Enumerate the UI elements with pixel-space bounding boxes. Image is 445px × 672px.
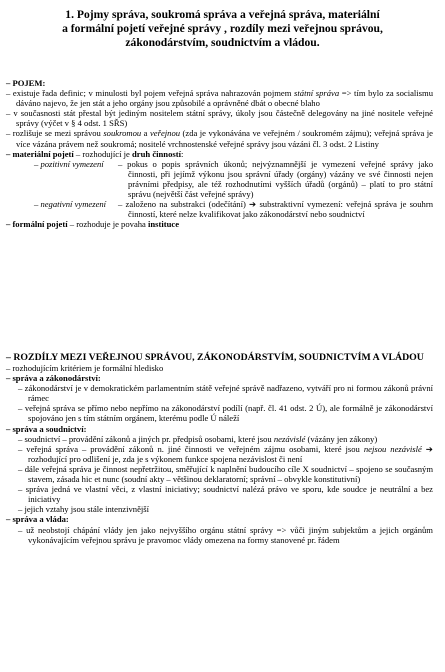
text-run: (vázány jen zákony): [305, 433, 378, 444]
text-run-bold: druh činností: [132, 148, 181, 159]
text-run: – veřejná správa – provádění zákonů n. jiné činnosti ve veřejném zájmu osobami, které jsou: [18, 443, 364, 454]
paragraph-material: [6, 149, 433, 159]
text-run-italic: nezávislé: [273, 433, 306, 444]
section-heading-rozdily: – ROZDÍLY MEZI VEŘEJNOU SPRÁVOU, ZÁKONODÁRSTVÍM, SOUDNICTVÍM A VLÁDOU: [6, 352, 424, 363]
paragraph-distinction: [6, 128, 433, 148]
item-legislation-2: – veřejná správa se přímo nebo nepřímo na zákonodárství podílí (např. čl. 41 odst. 2 Ú), ale formálně je zákonodárství spojováno jen s tím státním orgánem, kterému podle Ú náleží: [18, 403, 433, 424]
subheading-legislation: – správa a zákonodárství:: [6, 373, 101, 384]
text-run: – rozlišuje se mezi správou: [6, 128, 104, 139]
text-run: – existuje řada definic; v minulosti byl pojem veřejná správa nahrazován pojmem: [6, 88, 295, 99]
item-government-1: – už neobstojí chápání vlády jen jako nejvyššího orgánu státní správy => vůči jiným subjektům a jejich orgánům vykonávajícím veřejnou správu je pravomoc vlády omezena na formy stanovené pr. řádem: [18, 524, 433, 545]
text-run-bold: – materiální pojetí: [6, 148, 74, 159]
text-run: => tím bylo za socialismu dáváno najevo, že jen stát a jeho orgány jsou způsobilé a oprávněné dbát o obecné blaho: [16, 88, 433, 109]
item-judiciary-3: – dále veřejná správa je činnost nepřetržitou, směřující k naplnění budoucího cíle X soudnictví – spojeno se současným stavem, zásada hic et nunc (soudní akty – většinou deklaratorní; správní – obvykle konstitutivní): [18, 463, 433, 485]
item-legislation-1: – zákonodárství je v demokratickém parlamentním státě veřejné správě nadřazeno, vytváří pro ni formou zákonů právní rámec: [18, 383, 433, 404]
label-positive: – pozitivní vymezení: [34, 158, 104, 169]
item-judiciary-2: [6, 444, 433, 464]
text-run: – soudnictví – provádění zákonů a jiných pr. předpisů osobami, které jsou: [18, 433, 274, 444]
title-line-2: a formální pojetí veřejné správy , rozdíly mezi veřejnou správou,: [62, 22, 383, 36]
text-run-bold: instituce: [148, 219, 180, 230]
text-run-italic: nejsou nezávislé: [363, 443, 422, 454]
item-judiciary-1: [6, 434, 433, 444]
title-line-1: 1. Pojmy správa, soukromá správa a veřejná správa, materiální: [65, 8, 380, 21]
document-title: [0, 0, 445, 51]
text-run-italic: veřejnou: [149, 128, 181, 139]
text-run: a: [141, 128, 150, 139]
title-line-3: zákonodárstvím, soudnictvím a vládou.: [125, 36, 320, 50]
text-positive: – pokus o popis správních úkonů; nejvýznamnější je vymezení veřejné správy jako činnosti, při jejímž výkonu jsou správní úřady (orgány) vázány ve své činnosti nejen právními předpisy, ale též rozhodnutími vyšších úřadů (orgánů) – platí to pro státní správu (největší část veřejné správy): [118, 158, 433, 200]
item-positive: [34, 159, 433, 199]
item-judiciary-5: – jejich vztahy jsou stále intenzivnější: [18, 504, 150, 515]
text-run: – rozhodující je: [73, 148, 133, 159]
paragraph-definitions: [6, 88, 433, 108]
section-pojem: [6, 78, 433, 229]
text-run-italic: státní správa: [294, 88, 340, 99]
text-run: – rozhoduje je povaha: [67, 219, 149, 230]
item-negative: [34, 199, 433, 219]
paragraph-criterion: – rozhodujícím kritériem je formální hledisko: [6, 363, 164, 373]
text-run-italic: soukromou: [103, 128, 142, 139]
text-run-bold: – formální pojetí: [6, 219, 68, 230]
section-heading-pojem: – POJEM:: [6, 78, 46, 88]
text-run: ➔ rozhodující pro odlišení je, zda je s výkonem funkce spojena nezávislost či není: [28, 443, 433, 464]
subheading-judiciary: – správa a soudnictví:: [6, 423, 87, 434]
text-run: (zda je vykonávána ve veřejném / soukromém zájmu); veřejná správa je více vázána právem než soukromá; nositelé vrchnostenské veřejné správy jsou vázáni čl. 3 odst. 2 Listiny: [16, 128, 433, 149]
label-negative: – negativní vymezení: [34, 199, 107, 210]
section-rozdily: [6, 352, 433, 545]
paragraph-formal: [6, 219, 433, 229]
subheading-government: – správa a vláda:: [6, 514, 69, 525]
paragraph-present: – v současnosti stát přestal být jediným nositelem státní správy, úkoly jsou částečně delegovány na jiné nositele veřejné správy (výčet v § 4 odst. 1 SŘS): [6, 108, 433, 129]
text-negative: – založeno na substrakci (odečítání) ➔ substraktivní vymezení: veřejná správa je souhrn činností, které nelze kvalifikovat jako zákonodárství nebo soudnictví: [118, 199, 433, 220]
item-judiciary-4: – správa jedná ve vlastní věci, z vlastní iniciativy; soudnictví nalézá právo ve sporu, kde soudce je neutrální a bez iniciativy: [18, 484, 433, 505]
text-run: :: [180, 148, 184, 159]
